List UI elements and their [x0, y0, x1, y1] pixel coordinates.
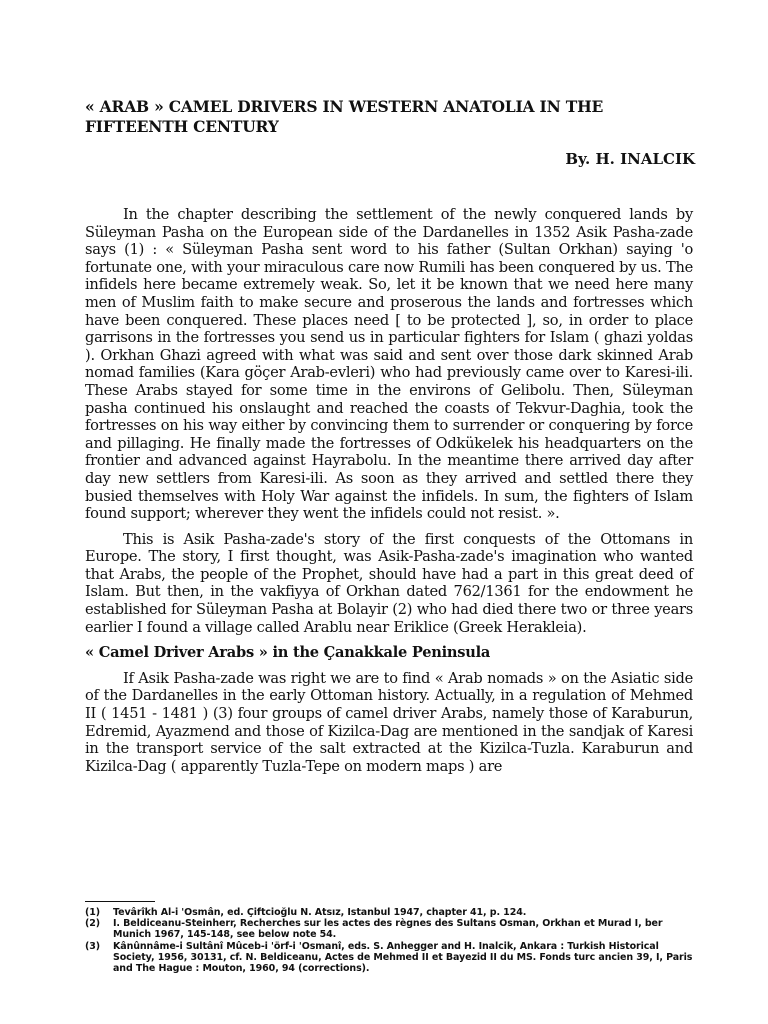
- footnotes: [85, 907, 695, 974]
- footnote: [85, 907, 695, 918]
- article-body: [85, 206, 693, 783]
- paragraph: If Asik Pasha-zade was right we are to find « Arab nomads » on the Asiatic side of the Dardanelles in the early Ottoman history. Actually, in a regulation of Mehmed II ( 1451 - 1481 ) (3) four groups of camel driver Arabs, namely those of Karaburun, Edremid, Ayazmend and those of Kizilca-Dag are mentioned in the sandjak of Karesi in the transport service of the salt extracted at the Kizilca-Tuzla. Karaburun and Kizilca-Dag ( apparently Tuzla-Tepe on modern maps ) are: [85, 669, 693, 775]
- footnote-divider: [85, 901, 155, 902]
- paragraph: This is Asik Pasha-zade's story of the first conquests of the Ottomans in Europe. The story, I first thought, was Asik-Pasha-zade's imagination who wanted that Arabs, the people of the Prophet, should have had a part in this great deed of Islam. But then, in the vakfiyya of Orkhan dated 762/1361 for the endowment he established for Süleyman Pasha at Bolayir (2) who had died there two or three years earlier I found a village called Arablu near Eriklice (Greek Herakleia).: [85, 530, 693, 636]
- author-byline: By. H. INALCIK: [565, 150, 695, 168]
- footnote-number: (1): [85, 907, 100, 918]
- footnote: [85, 941, 695, 975]
- article-title: « ARAB » CAMEL DRIVERS IN WESTERN ANATOLIA IN THE FIFTEENTH CENTURY: [85, 97, 604, 136]
- footnote-number: (2): [85, 918, 100, 930]
- footnote-text: I. Beldiceanu-Steinherr, Recherches sur les actes des règnes des Sultans Osman, Orkhan et Murad I, ber Munich 1967, 145-148, see below note 54.: [113, 918, 663, 941]
- footnote-text: Tevârîkh Al-i 'Osmân, ed. Çiftcioğlu N. Atsız, Istanbul 1947, chapter 41, p. 124.: [113, 907, 527, 918]
- section-heading: « Camel Driver Arabs » in the Çanakkale Peninsula: [85, 644, 491, 662]
- footnote-text: Kânûnnâme-i Sultânî Mûceb-i 'örf-i 'Osmanî, eds. S. Anhegger and H. Inalcik, Ankara : Turkish Historical Society, 1956, 30131, cf. N. Beldiceanu, Actes de Mehmed II et Bayezid II du MS. Fonds turc ancien 39, I, Paris and The Hague : Mouton, 1960, 94 (corrections).: [113, 940, 693, 975]
- footnote-number: (3): [85, 940, 100, 952]
- paragraph: In the chapter describing the settlement of the newly conquered lands by Süleyman Pasha on the European side of the Dardanelles in 1352 Asik Pasha-zade says (1) : « Süleyman Pasha sent word to his father (Sultan Orkhan) saying 'o fortunate one, with your miraculous care now Rumili has been conquered by us. The infidels here became extremely weak. So, let it be known that we need here many men of Muslim faith to make secure and proserous the lands and fortresses which have been conquered. These places need [ to be protected ], so, in order to place garrisons in the fortresses you send us in particular fighters for Islam ( ghazi yoldas ). Orkhan Ghazi agreed with what was said and sent over those dark skinned Arab nomad families (Kara göçer Arab-evleri) who had previously came over to Karesi-ili. These Arabs stayed for some time in the environs of Gelibolu. Then, Süleyman pasha continued his onslaught and reached the coasts of Tekvur-Daghia, took the fortresses on his way either by convincing them to surrender or conquering by force and pillaging. He finally made the fortresses of Odkükelek his headquarters on the frontier and advanced against Hayrabolu. In the meantime there arrived day after day new settlers from Karesi-ili. As soon as they arrived and settled there they busied themselves with Holy War against the infidels. In sum, the fighters of Islam found support; wherever they went the infidels could not resist. ».: [85, 206, 693, 523]
- footnote: [85, 918, 695, 940]
